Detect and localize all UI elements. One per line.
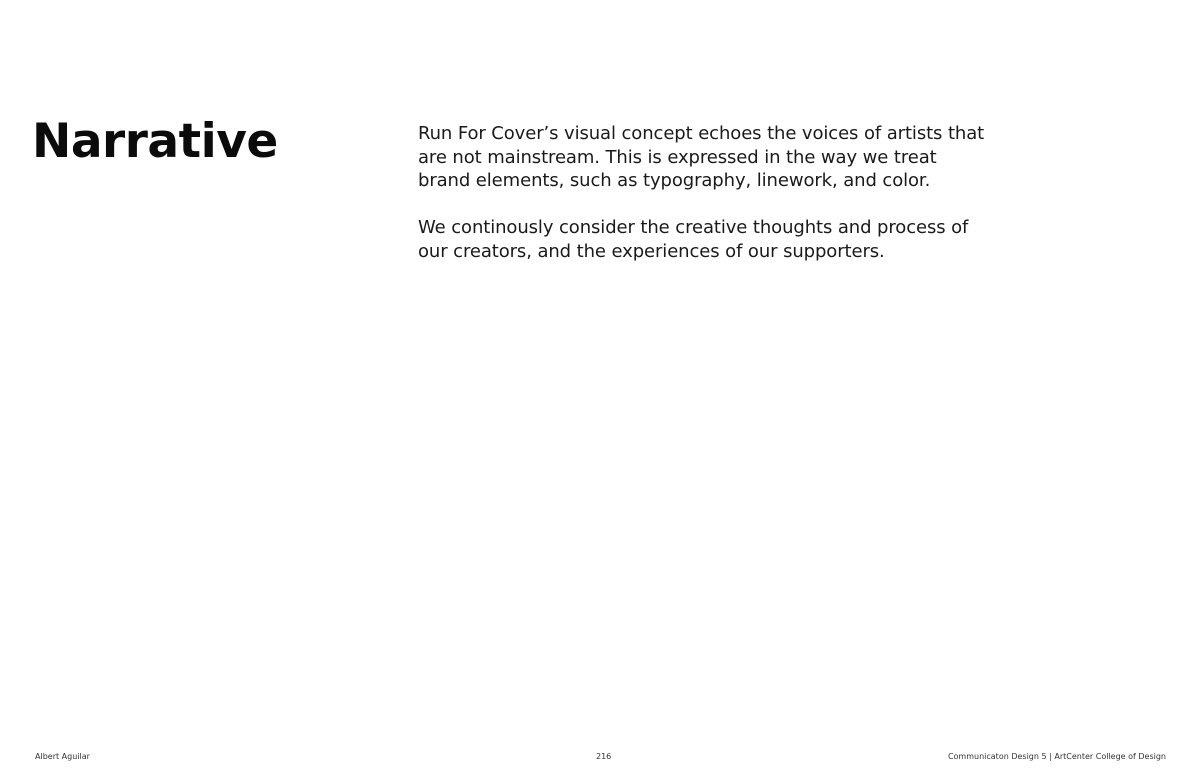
page-title: Narrative <box>32 114 278 169</box>
footer-course: Communicaton Design 5 | ArtCenter College of Design <box>947 752 1166 761</box>
footer-author: Albert Aguilar <box>35 752 90 761</box>
footer-page-number: 216 <box>596 752 612 761</box>
paragraph-process: We continously consider the creative thoughts and process of our creators, and the experiences of our supporters. <box>418 217 969 262</box>
paragraph-concept: Run For Cover’s visual concept echoes the voices of artists that are not mainstream. This is expressed in the way we treat brand elements, such as typography, linework, and color. <box>418 123 985 191</box>
body-copy <box>418 122 988 263</box>
